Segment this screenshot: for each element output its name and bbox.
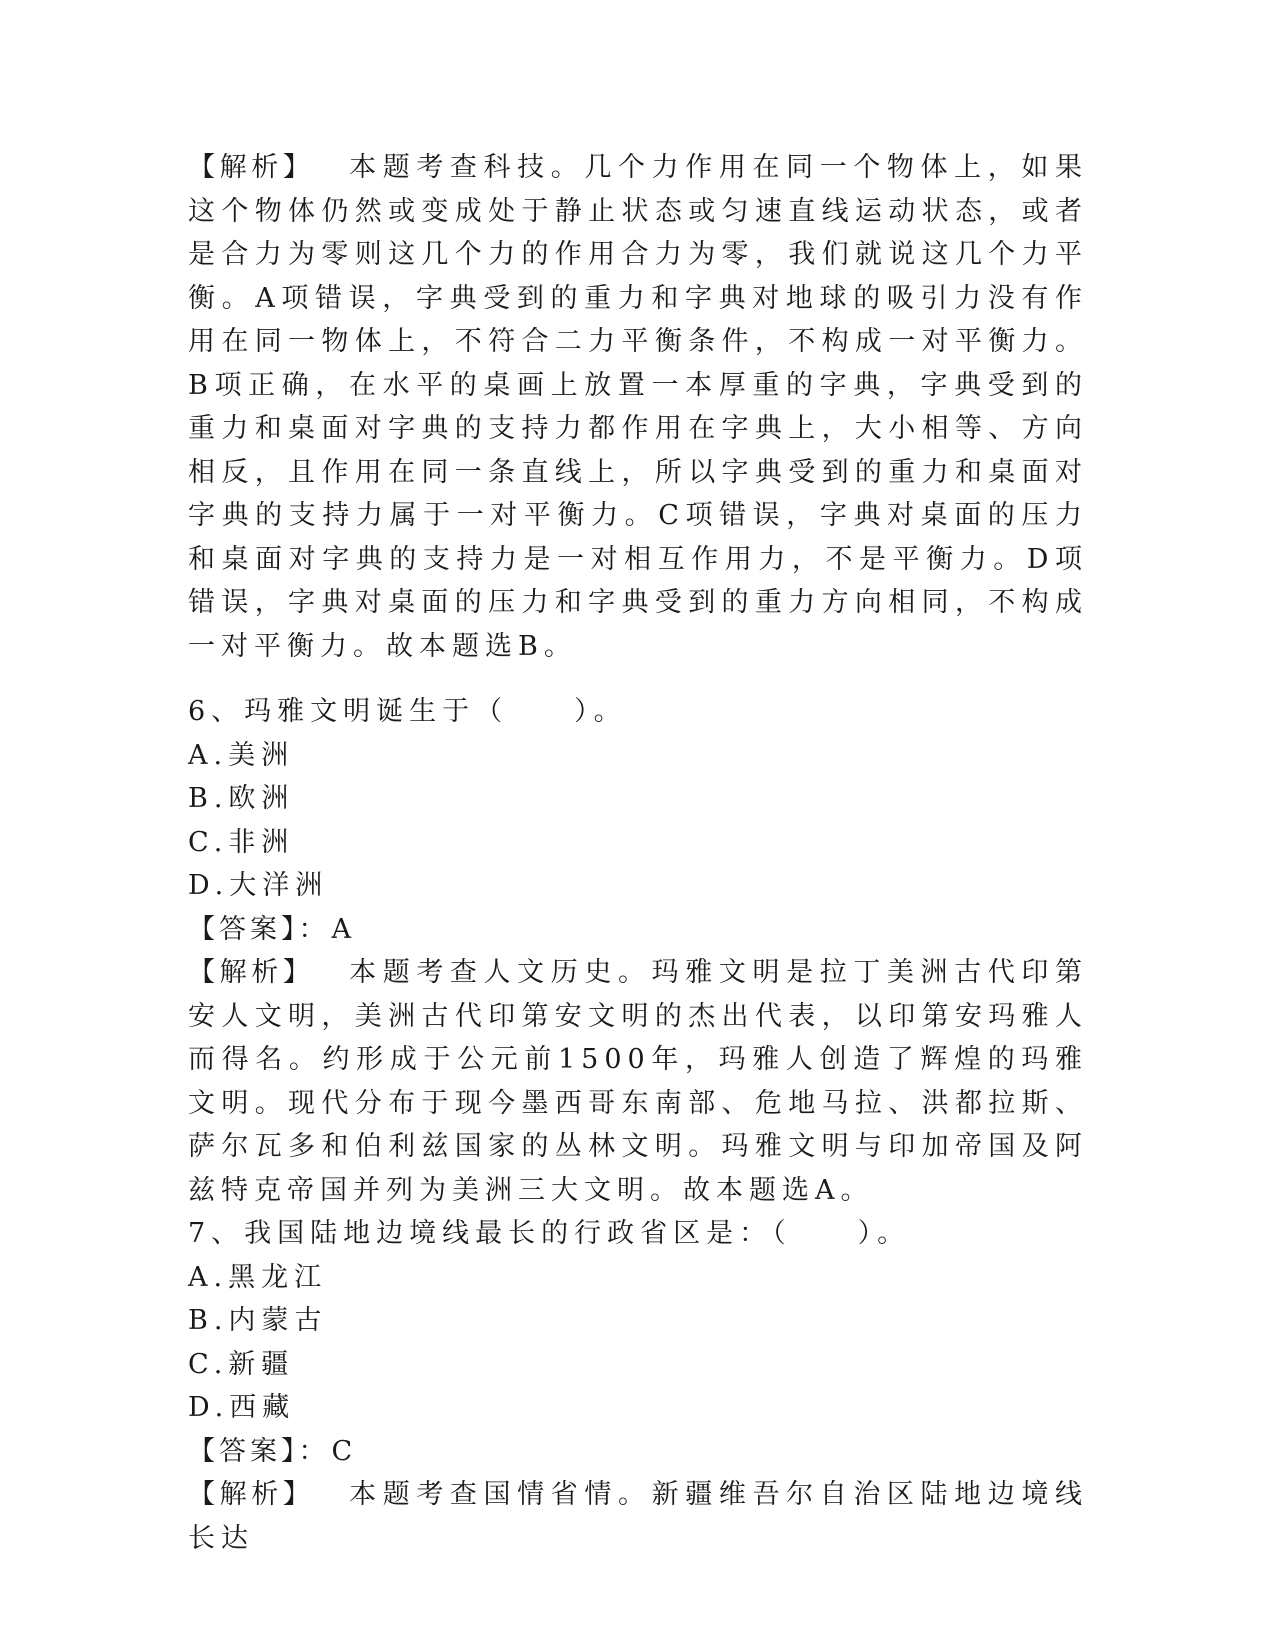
question-6: [188, 690, 1088, 1212]
option-b: B.欧洲: [188, 783, 295, 814]
analysis-q5: [188, 146, 1088, 668]
analysis-label: 【解析】: [188, 1479, 315, 1510]
analysis-q6: [188, 951, 1088, 1212]
question-7: [188, 1212, 1088, 1560]
answer-line: [188, 908, 1088, 952]
option-d: D.西藏: [188, 1392, 296, 1423]
question-stem: 6、玛雅文明诞生于（ ）。: [188, 696, 627, 727]
option-b: B.内蒙古: [188, 1305, 328, 1336]
analysis-text: 本题考查人文历史。玛雅文明是拉丁美洲古代印第安人文明，美洲古代印第安文明的杰出代表，以印第安玛雅人而得名。约形成于公元前1500年，玛雅人创造了辉煌的玛雅文明。现代分布于现今墨西哥东南部、危地马拉、洪都拉斯、萨尔瓦多和伯利兹国家的丛林文明。玛雅文明与印加帝国及阿兹特克帝国并列为美洲三大文明。故本题选A。: [188, 957, 1089, 1206]
option-a: A.美洲: [188, 739, 295, 771]
answer-value: ：C: [298, 1435, 359, 1467]
analysis-label: 【解析】: [188, 152, 315, 183]
analysis-text: 本题考查科技。几个力作用在同一个物体上，如果这个物体仍然或变成处于静止状态或匀速直线运动状态，或者是合力为零则这几个力的作用合力为零，我们就说这几个力平衡。A项错误，字典受到的重力和字典对地球的吸引力没有作用在同一物体上，不符合二力平衡条件，不构成一对平衡力。B项正确，在水平的桌画上放置一本厚重的字典，字典受到的重力和桌面对字典的支持力都作用在字典上，大小相等、方向相反，且作用在同一条直线上，所以字典受到的重力和桌面对字典的支持力属于一对平衡力。C项错误，字典对桌面的压力和桌面对字典的支持力是一对相互作用力，不是平衡力。D项错误，字典对桌面的压力和字典受到的重力方向相同，不构成一对平衡力。故本题选B。: [188, 152, 1089, 662]
answer-line: [188, 1430, 1088, 1474]
analysis-text: 本题考查国情省情。新疆维吾尔自治区陆地边境线长达: [188, 1479, 1089, 1554]
option-a: A.黑龙江: [188, 1261, 328, 1293]
document-content: [188, 146, 1088, 1560]
analysis-label: 【解析】: [188, 957, 315, 988]
option-d: D.大洋洲: [188, 870, 329, 901]
option-c: C.新疆: [188, 1348, 295, 1380]
answer-label: 【答案】: [188, 913, 299, 945]
answer-value: ：A: [298, 913, 357, 945]
answer-label: 【答案】: [188, 1435, 299, 1467]
question-stem: 7、我国陆地边境线最长的行政省区是：（ ）。: [188, 1218, 911, 1249]
option-c: C.非洲: [188, 826, 295, 858]
analysis-q7: [188, 1473, 1088, 1560]
